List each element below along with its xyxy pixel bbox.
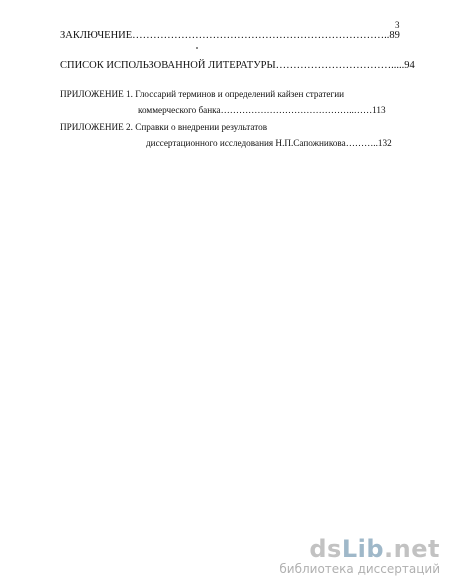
stray-dot <box>196 47 198 49</box>
toc-entry-appendix2-continuation: диссертационного исследования Н.П.Сапожникова………..132 <box>146 138 392 148</box>
toc-entry-appendix2-title: ПРИЛОЖЕНИЕ 2. Справки о внедрении результатов <box>60 122 268 132</box>
toc-entry-conclusion: ЗАКЛЮЧЕНИЕ………………………………………………………………..89 <box>60 30 400 41</box>
toc-entry-references: СПИСОК ИСПОЛЬЗОВАННОЙ ЛИТЕРАТУРЫ…………………………….....94 <box>60 60 415 71</box>
toc-entry-appendix1-continuation: коммерческого банка……………………………………..……113 <box>138 105 386 115</box>
toc-entry-appendix1-title: ПРИЛОЖЕНИЕ 1. Глоссарий терминов и определений кайзен стратегии <box>60 89 345 99</box>
watermark-subtitle: библиотека диссертаций <box>279 562 440 576</box>
dslib-logo: dsLib.net <box>309 535 440 563</box>
page-number: 3 <box>395 20 400 30</box>
dslib-watermark <box>279 536 440 576</box>
